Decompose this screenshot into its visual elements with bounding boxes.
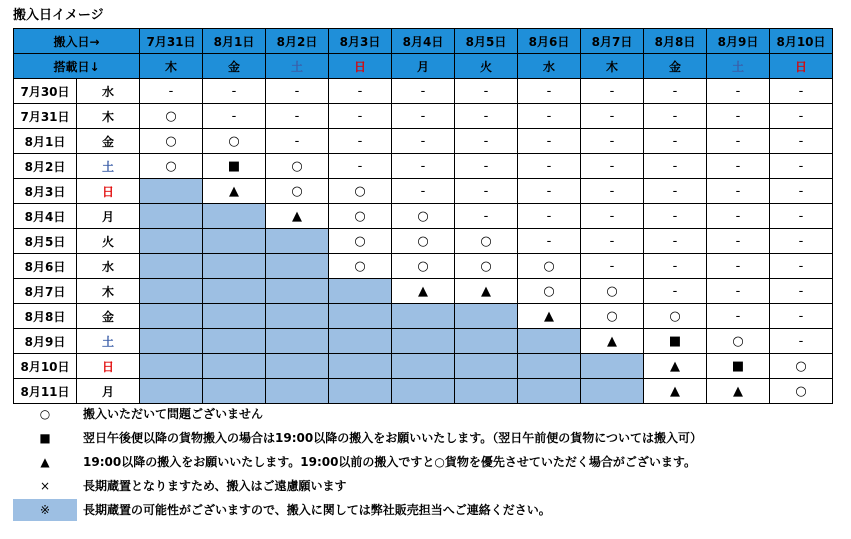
schedule-cell: ○: [266, 154, 329, 179]
schedule-cell: ○: [707, 329, 770, 354]
shaded-cell: [203, 254, 266, 279]
legend-item: [13, 427, 843, 451]
shaded-cell: [266, 279, 329, 304]
schedule-cell: -: [644, 129, 707, 154]
table-row: [14, 154, 833, 179]
table-row: [14, 279, 833, 304]
schedule-cell: ○: [455, 254, 518, 279]
schedule-cell: -: [266, 129, 329, 154]
row-weekday: 木: [77, 279, 140, 304]
schedule-cell: ○: [455, 229, 518, 254]
table-row: [14, 204, 833, 229]
row-date: 8月11日: [14, 379, 77, 404]
header-weekday: 金: [203, 54, 266, 79]
row-date: 8月2日: [14, 154, 77, 179]
schedule-cell: -: [707, 154, 770, 179]
shaded-cell: [203, 354, 266, 379]
schedule-cell: -: [770, 229, 833, 254]
shaded-cell: [140, 204, 203, 229]
header-weekday: 水: [518, 54, 581, 79]
header-date: 7月31日: [140, 29, 203, 54]
schedule-cell: ▲: [266, 204, 329, 229]
shaded-cell: [266, 354, 329, 379]
header-date: 8月8日: [644, 29, 707, 54]
table-row: [14, 304, 833, 329]
shaded-cell: [581, 354, 644, 379]
schedule-cell: ▲: [203, 179, 266, 204]
row-weekday: 月: [77, 204, 140, 229]
shaded-cell: [266, 254, 329, 279]
row-date: 8月4日: [14, 204, 77, 229]
schedule-cell: -: [707, 279, 770, 304]
schedule-cell: -: [455, 129, 518, 154]
schedule-cell: -: [329, 154, 392, 179]
header-date: 8月4日: [392, 29, 455, 54]
row-weekday: 金: [77, 304, 140, 329]
schedule-cell: ▲: [455, 279, 518, 304]
legend-text: 長期蔵置の可能性がございますので、搬入に関しては弊社販売担当へご連絡ください。: [83, 503, 551, 517]
shaded-cell: [266, 304, 329, 329]
shaded-cell: [581, 379, 644, 404]
header-date: 8月10日: [770, 29, 833, 54]
schedule-cell: ○: [266, 179, 329, 204]
header-date: 8月3日: [329, 29, 392, 54]
shaded-cell: [329, 279, 392, 304]
row-weekday: 金: [77, 129, 140, 154]
row-weekday: 日: [77, 179, 140, 204]
shaded-cell: [203, 304, 266, 329]
schedule-cell: -: [518, 79, 581, 104]
legend-item: [13, 451, 843, 475]
page-title: 搬入日イメージ: [13, 8, 104, 23]
table-row: [14, 329, 833, 354]
shaded-cell: [140, 254, 203, 279]
table-row: [14, 254, 833, 279]
shaded-cell: [518, 379, 581, 404]
shaded-cell: [140, 329, 203, 354]
schedule-cell: ○: [329, 254, 392, 279]
schedule-cell: ○: [392, 229, 455, 254]
schedule-cell: ○: [329, 204, 392, 229]
schedule-cell: -: [518, 229, 581, 254]
legend-symbol: ▲: [40, 455, 50, 469]
schedule-cell: -: [770, 204, 833, 229]
schedule-cell: -: [707, 254, 770, 279]
schedule-cell: ○: [581, 304, 644, 329]
shaded-cell: [140, 229, 203, 254]
row-weekday: 火: [77, 229, 140, 254]
schedule-cell: ■: [707, 354, 770, 379]
header-weekday: 月: [392, 54, 455, 79]
schedule-cell: ■: [644, 329, 707, 354]
table-row: [14, 129, 833, 154]
header-weekday: 土: [707, 54, 770, 79]
header-weekday: 木: [140, 54, 203, 79]
shaded-cell: [329, 354, 392, 379]
schedule-cell: -: [644, 104, 707, 129]
legend-text: 長期蔵置となりますため、搬入はご遠慮願います: [83, 479, 347, 493]
table-row: [14, 379, 833, 404]
schedule-cell: -: [770, 129, 833, 154]
shaded-cell: [392, 329, 455, 354]
shaded-cell: [203, 204, 266, 229]
shaded-cell: [203, 279, 266, 304]
schedule-cell: -: [707, 104, 770, 129]
row-date: 8月10日: [14, 354, 77, 379]
shaded-cell: [392, 354, 455, 379]
shaded-cell: [140, 179, 203, 204]
row-date: 8月6日: [14, 254, 77, 279]
schedule-cell: ○: [140, 104, 203, 129]
schedule-cell: ○: [581, 279, 644, 304]
schedule-cell: ▲: [581, 329, 644, 354]
shaded-cell: [455, 354, 518, 379]
row-weekday: 土: [77, 329, 140, 354]
schedule-cell: -: [581, 254, 644, 279]
schedule-cell: -: [140, 79, 203, 104]
schedule-cell: -: [455, 79, 518, 104]
row-date: 8月3日: [14, 179, 77, 204]
schedule-cell: -: [770, 179, 833, 204]
schedule-cell: -: [644, 179, 707, 204]
schedule-cell: ○: [518, 254, 581, 279]
schedule-cell: -: [581, 179, 644, 204]
row-weekday: 水: [77, 254, 140, 279]
schedule-cell: -: [581, 104, 644, 129]
schedule-cell: -: [770, 279, 833, 304]
header-weekday: 火: [455, 54, 518, 79]
schedule-cell: -: [644, 279, 707, 304]
schedule-cell: -: [707, 179, 770, 204]
shaded-cell: [518, 329, 581, 354]
table-row: [14, 104, 833, 129]
schedule-cell: -: [707, 204, 770, 229]
schedule-cell: -: [581, 154, 644, 179]
row-date: 8月9日: [14, 329, 77, 354]
shaded-cell: [140, 354, 203, 379]
row-date: 8月7日: [14, 279, 77, 304]
table-row: [14, 79, 833, 104]
schedule-cell: -: [518, 179, 581, 204]
shaded-cell: [203, 229, 266, 254]
schedule-cell: ■: [203, 154, 266, 179]
shaded-cell: [203, 329, 266, 354]
schedule-cell: -: [455, 104, 518, 129]
header-date: 8月5日: [455, 29, 518, 54]
shaded-cell: [329, 329, 392, 354]
row-weekday: 水: [77, 79, 140, 104]
shaded-cell: [518, 354, 581, 379]
header-row-dates: [14, 29, 833, 54]
legend: [13, 403, 843, 523]
table-row: [14, 229, 833, 254]
legend-item: [13, 499, 843, 523]
schedule-cell: ○: [392, 254, 455, 279]
row-weekday: 日: [77, 354, 140, 379]
shaded-cell: [203, 379, 266, 404]
schedule-cell: -: [581, 79, 644, 104]
schedule-cell: -: [392, 79, 455, 104]
schedule-cell: -: [329, 129, 392, 154]
table-row: [14, 354, 833, 379]
schedule-cell: -: [770, 254, 833, 279]
schedule-cell: -: [518, 204, 581, 229]
schedule-cell: -: [392, 104, 455, 129]
schedule-cell: ○: [518, 279, 581, 304]
row-weekday: 土: [77, 154, 140, 179]
row-date: 8月5日: [14, 229, 77, 254]
shaded-cell: [266, 329, 329, 354]
schedule-cell: -: [455, 204, 518, 229]
schedule-cell: ▲: [518, 304, 581, 329]
row-date: 7月30日: [14, 79, 77, 104]
schedule-cell: -: [581, 129, 644, 154]
legend-item: [13, 403, 843, 427]
legend-text: 搬入いただいて問題ございません: [83, 407, 264, 421]
schedule-cell: -: [770, 79, 833, 104]
schedule-cell: -: [707, 304, 770, 329]
schedule-cell: ▲: [644, 354, 707, 379]
shaded-cell: [266, 229, 329, 254]
schedule-cell: -: [518, 129, 581, 154]
delivery-date-header-label: 搬入日→: [14, 29, 140, 54]
header-date: 8月6日: [518, 29, 581, 54]
row-date: 8月8日: [14, 304, 77, 329]
schedule-cell: -: [707, 79, 770, 104]
schedule-cell: ○: [392, 204, 455, 229]
schedule-cell: -: [644, 204, 707, 229]
schedule-cell: -: [707, 229, 770, 254]
schedule-cell: -: [644, 79, 707, 104]
shaded-cell: [266, 379, 329, 404]
loading-date-header-label: 搭載日↓: [14, 54, 140, 79]
schedule-cell: ○: [644, 304, 707, 329]
schedule-cell: -: [266, 104, 329, 129]
schedule-cell: ○: [329, 229, 392, 254]
schedule-cell: -: [770, 154, 833, 179]
schedule-cell: -: [455, 154, 518, 179]
schedule-cell: ▲: [644, 379, 707, 404]
schedule-cell: -: [644, 154, 707, 179]
header-date: 8月2日: [266, 29, 329, 54]
schedule-cell: -: [203, 104, 266, 129]
shaded-cell: [392, 379, 455, 404]
schedule-cell: -: [392, 129, 455, 154]
header-weekday: 土: [266, 54, 329, 79]
schedule-cell: -: [644, 229, 707, 254]
schedule-cell: -: [392, 179, 455, 204]
schedule-cell: ○: [770, 354, 833, 379]
schedule-cell: -: [581, 229, 644, 254]
legend-text: 翌日午後便以降の貨物搬入の場合は19:00以降の搬入をお願いいたします。（翌日午前便の貨物については搬入可）: [83, 431, 703, 445]
schedule-cell: ▲: [707, 379, 770, 404]
schedule-cell: ○: [329, 179, 392, 204]
header-weekday: 日: [329, 54, 392, 79]
shaded-cell: [455, 304, 518, 329]
schedule-cell: ○: [203, 129, 266, 154]
schedule-cell: -: [203, 79, 266, 104]
row-date: 7月31日: [14, 104, 77, 129]
schedule-cell: ○: [770, 379, 833, 404]
delivery-schedule-table: [13, 28, 833, 404]
header-weekday: 金: [644, 54, 707, 79]
schedule-cell: -: [329, 104, 392, 129]
shaded-cell: [140, 304, 203, 329]
schedule-cell: -: [392, 154, 455, 179]
header-weekday: 木: [581, 54, 644, 79]
shaded-cell: [140, 279, 203, 304]
legend-item: [13, 475, 843, 499]
schedule-cell: -: [455, 179, 518, 204]
schedule-cell: -: [770, 104, 833, 129]
schedule-cell: ○: [140, 154, 203, 179]
shaded-cell: [329, 379, 392, 404]
header-date: 8月7日: [581, 29, 644, 54]
schedule-cell: -: [644, 254, 707, 279]
legend-symbol: ○: [39, 407, 51, 421]
shaded-cell: [392, 304, 455, 329]
shaded-cell: [329, 304, 392, 329]
schedule-cell: -: [770, 304, 833, 329]
header-date: 8月9日: [707, 29, 770, 54]
header-weekday: 日: [770, 54, 833, 79]
row-date: 8月1日: [14, 129, 77, 154]
shaded-cell: [455, 379, 518, 404]
schedule-cell: -: [518, 154, 581, 179]
schedule-cell: -: [581, 204, 644, 229]
row-weekday: 月: [77, 379, 140, 404]
legend-symbol: ■: [39, 431, 51, 445]
shaded-cell: [455, 329, 518, 354]
row-weekday: 木: [77, 104, 140, 129]
legend-text: 19:00以降の搬入をお願いいたします。19:00以前の搬入ですと○貨物を優先させていただく場合がございます。: [83, 455, 696, 469]
header-date: 8月1日: [203, 29, 266, 54]
header-row-weekdays: [14, 54, 833, 79]
legend-symbol: ※: [13, 499, 77, 521]
schedule-cell: -: [770, 329, 833, 354]
schedule-cell: -: [518, 104, 581, 129]
schedule-cell: -: [266, 79, 329, 104]
shaded-cell: [140, 379, 203, 404]
schedule-cell: -: [329, 79, 392, 104]
legend-symbol: ×: [39, 479, 51, 493]
schedule-cell: ▲: [392, 279, 455, 304]
schedule-cell: -: [707, 129, 770, 154]
table-row: [14, 179, 833, 204]
schedule-cell: ○: [140, 129, 203, 154]
